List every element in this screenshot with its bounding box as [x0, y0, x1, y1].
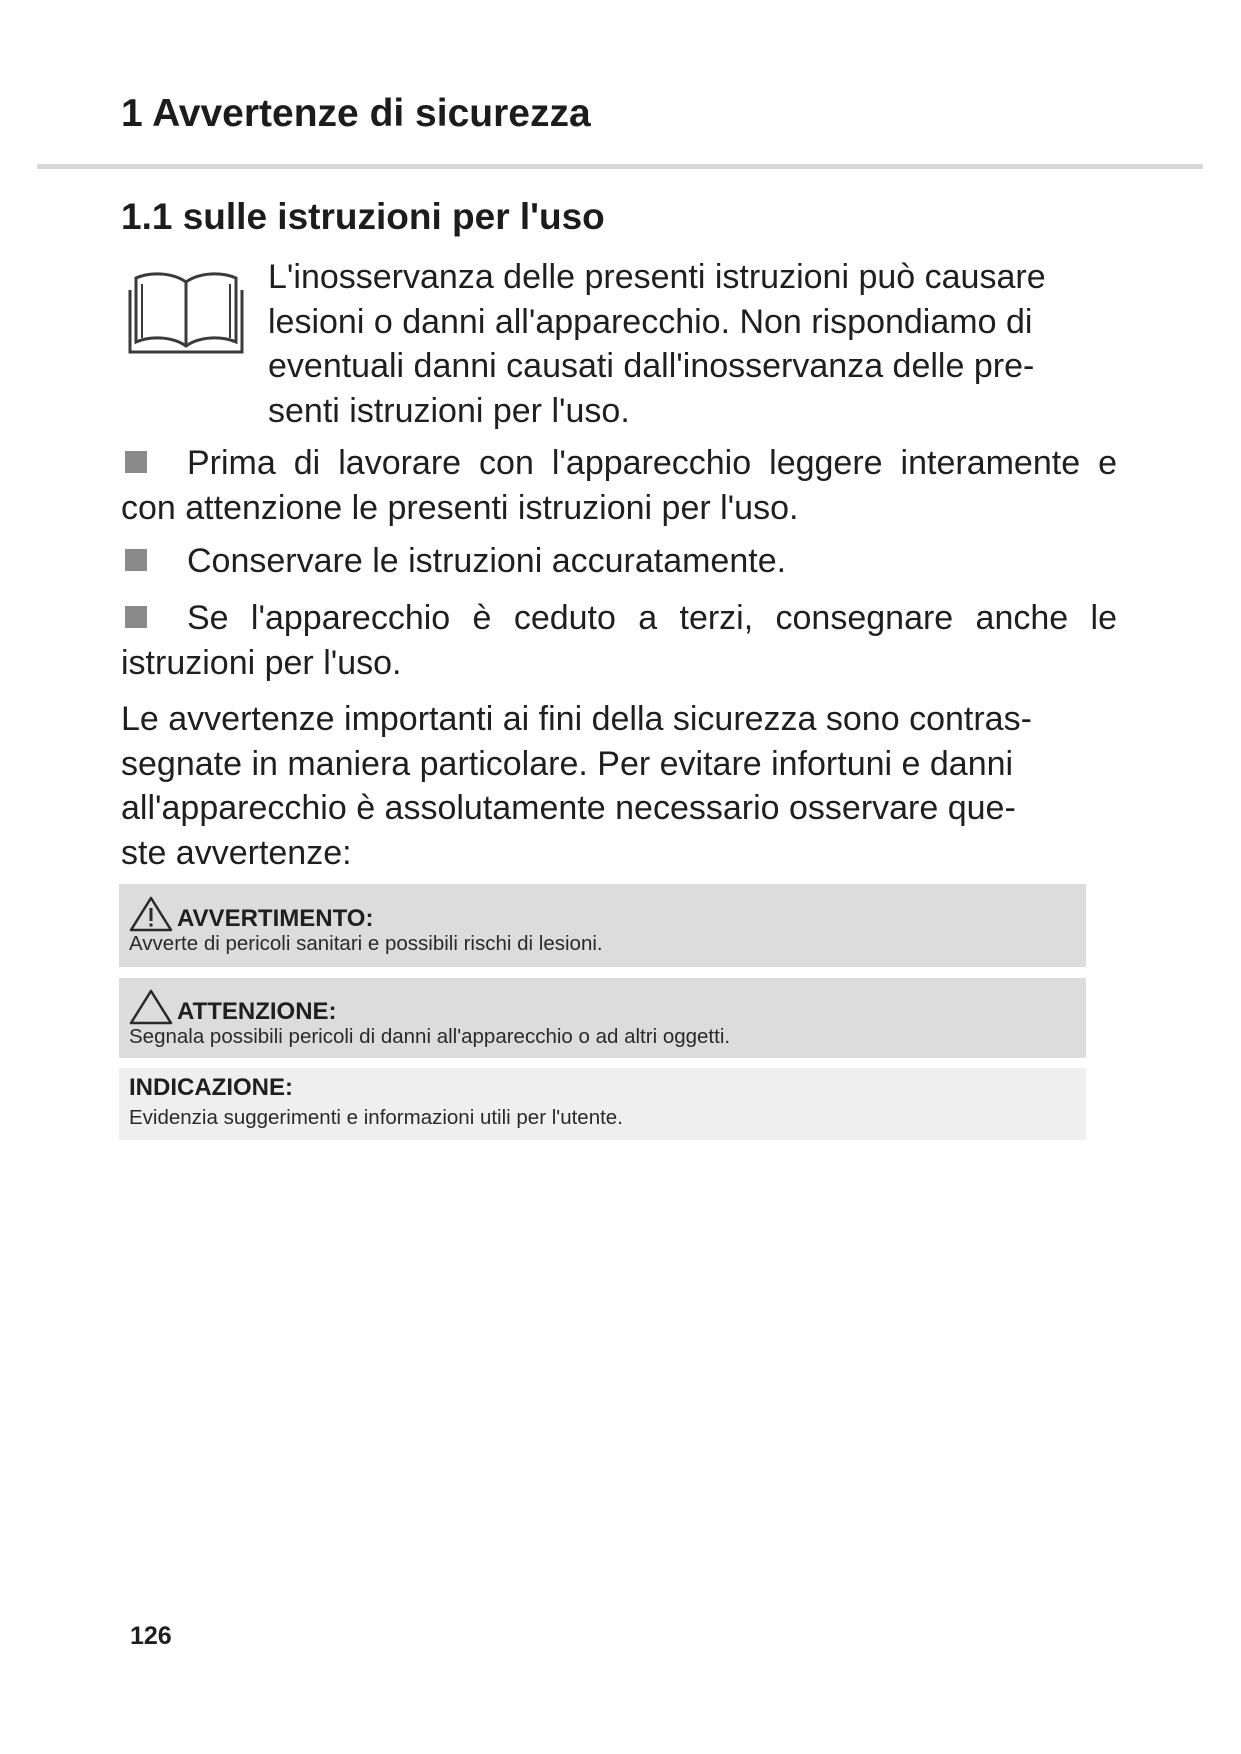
caution-triangle-icon	[129, 989, 173, 1025]
caution-heading	[129, 989, 1086, 1025]
bullet-item	[121, 441, 1117, 530]
intro-paragraph	[268, 255, 1098, 433]
section-title: 1.1 sulle istruzioni per l'uso	[121, 196, 605, 237]
caution-text: Segnala possibili pericoli di danni all'apparecchio o ad altri oggetti.	[129, 1025, 731, 1048]
safety-note-paragraph	[121, 697, 1086, 875]
chapter-divider	[37, 164, 1203, 169]
warning-text: Avverte di pericoli sanitari e possibili rischi di lesioni.	[129, 932, 603, 955]
caution-box	[119, 978, 1086, 1058]
bullet-text: Se l'apparecchio è ceduto a terzi, consegnare anche le istruzioni per l'uso.	[121, 599, 1117, 682]
info-label: INDICAZIONE:	[129, 1074, 293, 1101]
info-heading	[129, 1075, 1086, 1101]
note-line: Le avvertenze importanti ai fini della sicurezza sono contras-	[121, 700, 1032, 738]
info-text: Evidenzia suggerimenti e informazioni utili per l'utente.	[129, 1106, 623, 1129]
bullet-item	[121, 539, 1117, 584]
square-bullet-icon	[125, 451, 147, 473]
warning-label: AVVERTIMENTO:	[177, 905, 374, 932]
bullet-text: Conservare le istruzioni accuratamente.	[187, 542, 787, 580]
intro-line: L'inosservanza delle presenti istruzioni può causare	[268, 258, 1046, 296]
square-bullet-icon	[125, 606, 147, 628]
warning-exclamation-icon	[129, 896, 173, 932]
bullet-item	[121, 596, 1117, 685]
square-bullet-icon	[125, 549, 147, 571]
info-box	[119, 1068, 1086, 1140]
warning-heading	[129, 896, 1086, 932]
note-line: all'apparecchio è assolutamente necessario osservare que-	[121, 789, 1016, 827]
chapter-title: 1 Avvertenze di sicurezza	[121, 92, 591, 135]
page-number: 126	[130, 1622, 172, 1650]
intro-line: lesioni o danni all'apparecchio. Non rispondiamo di	[268, 302, 1033, 341]
intro-line: eventuali danni causati dall'inosservanza delle pre-	[268, 347, 1035, 385]
warning-box	[119, 884, 1086, 967]
intro-line: senti istruzioni per l'uso.	[268, 391, 630, 430]
bullet-text: Prima di lavorare con l'apparecchio leggere interamente e con attenzione le presenti istruzioni per l'uso.	[121, 444, 1117, 527]
book-icon	[128, 268, 244, 358]
caution-label: ATTENZIONE:	[177, 998, 337, 1025]
note-line: segnate in maniera particolare. Per evitare infortuni e danni	[121, 744, 1014, 783]
note-line: ste avvertenze:	[121, 833, 352, 872]
